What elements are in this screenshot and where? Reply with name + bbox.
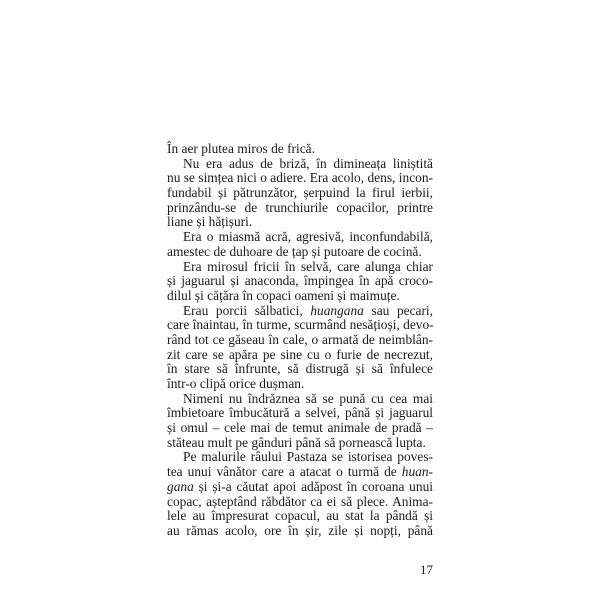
text-segment: lele au împresurat copacul, au stat la pândă și	[167, 508, 433, 524]
text-segment: tea unui vânător care a atacat o turmă de	[167, 464, 402, 480]
text-line	[167, 186, 433, 201]
text-segment: zit care se apăra pe sine cu o furie de necrezut,	[167, 346, 433, 362]
text-line	[167, 406, 433, 421]
text-line	[167, 260, 433, 275]
text-line	[167, 157, 433, 172]
text-line	[167, 142, 433, 157]
text-line	[167, 509, 433, 524]
text-line	[167, 450, 433, 465]
italic-term: gana	[167, 478, 194, 494]
text-line	[167, 495, 433, 510]
text-segment: Pe malurile râului Pastaza se istorisea poves-	[183, 449, 433, 465]
text-line	[167, 421, 433, 436]
text-line	[167, 362, 433, 377]
text-segment: fundabil și pătrunzător, șerpuind la firul ierbii,	[167, 185, 433, 201]
page-body-text	[167, 142, 433, 539]
text-line	[167, 480, 433, 495]
text-segment: îmbietoare îmbucătură a selvei, până și jaguarul	[167, 405, 433, 421]
text-segment: nu se simțea nici o adiere. Era acolo, dens, incon-	[167, 170, 433, 186]
text-segment: și și-a căutat apoi adăpost în coroana unui	[193, 478, 433, 494]
text-line	[167, 274, 433, 289]
text-segment: într-o clipă orice dușman.	[167, 376, 305, 391]
text-segment: Era o miasmă acră, agresivă, inconfundabilă,	[183, 229, 433, 245]
text-segment: Era mirosul fricii în selvă, care alunga chiar	[183, 258, 433, 274]
text-line	[167, 392, 433, 407]
text-segment: Nu era adus de briză, în dimineața liniștită	[183, 155, 433, 171]
text-line	[167, 171, 433, 186]
page-number: 17	[420, 562, 433, 577]
text-line	[167, 377, 433, 392]
text-segment: sau pecari,	[363, 302, 433, 318]
text-line	[167, 436, 433, 451]
text-line	[167, 524, 433, 539]
text-line	[167, 215, 433, 230]
text-line	[167, 333, 433, 348]
text-segment: rând tot ce găseau în cale, o armată de neimblân-	[167, 331, 433, 347]
text-line	[167, 245, 433, 260]
italic-term: huangana	[310, 302, 364, 318]
text-line	[167, 304, 433, 319]
text-segment: Nimeni nu îndrăznea să se pună cu cea mai	[183, 390, 433, 406]
text-segment: liane și hățișuri.	[167, 214, 253, 230]
text-segment: Erau porcii sălbatici,	[183, 302, 311, 318]
text-line	[167, 318, 433, 333]
text-line	[167, 230, 433, 245]
text-segment: În aer plutea miros de frică.	[167, 141, 315, 156]
text-line	[167, 289, 433, 304]
text-segment: prinzându-se de trunchiurile copacilor, printre	[167, 199, 433, 215]
text-segment: copac, așteptând răbdător ca ei să plece. Anima-	[167, 493, 433, 509]
text-segment: stăteau mult pe gânduri până să pornească lupta.	[167, 434, 426, 450]
text-segment: și omul – cele mai de temut animale de pradă –	[167, 420, 433, 436]
text-segment: care înaintau, în turme, scurmând nesățioși, devo-	[167, 317, 434, 333]
text-line	[167, 465, 433, 480]
text-line	[167, 348, 433, 363]
italic-term: huan-	[401, 464, 433, 480]
text-line	[167, 201, 433, 216]
text-segment: amestec de duhoare de țap și putoare de cocină.	[167, 243, 422, 259]
text-segment: au rămas acolo, ore în șir, zile și nopți, până	[167, 522, 433, 538]
text-segment: și jaguarul și anaconda, împingea în apă croco-	[167, 273, 433, 289]
text-segment: în stare să înfrunte, să distrugă și să înfulece	[167, 361, 433, 377]
text-segment: dilul și cățăra în copaci oameni și maimuțe.	[167, 287, 400, 303]
